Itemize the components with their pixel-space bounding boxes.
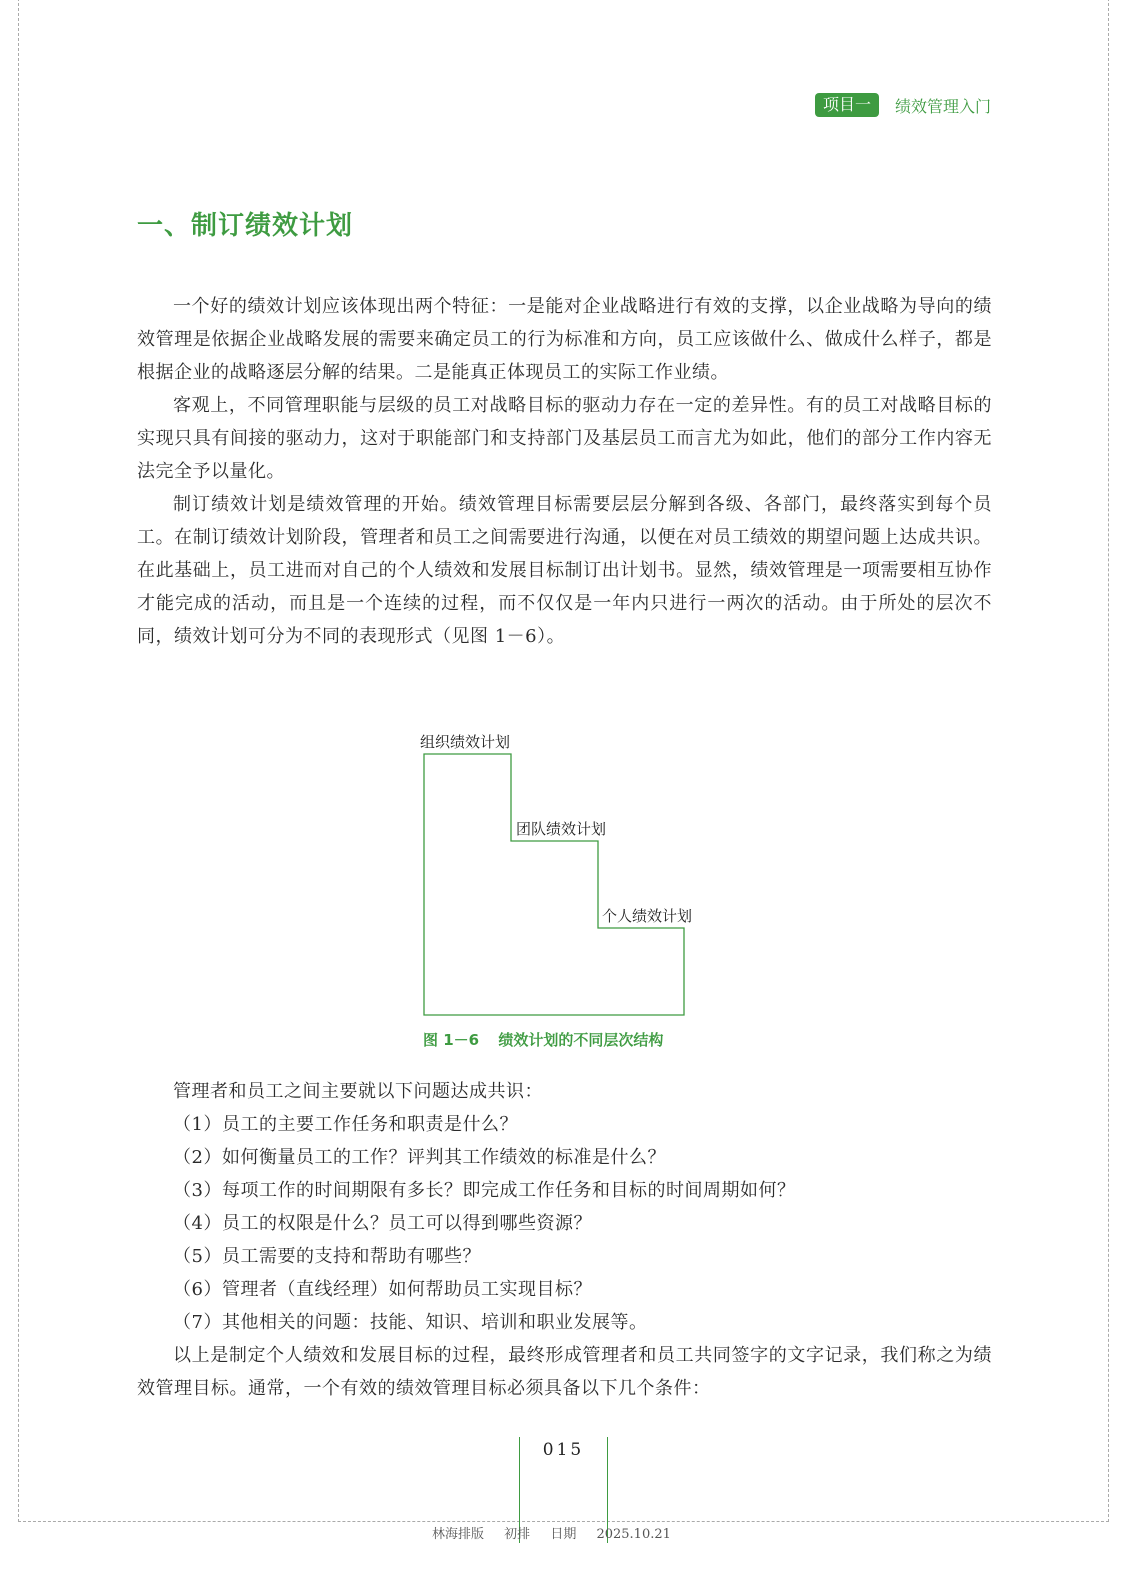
figure-caption-text: 绩效计划的不同层次结构 [498, 1031, 664, 1049]
footer-stage: 初排 [504, 1527, 531, 1542]
paragraph: 客观上，不同管理职能与层级的员工对战略目标的驱动力存在一定的差异性。有的员工对战略目标的实现只具有间接的驱动力，这对于职能部门和支持部门及基层员工而言尤为如此，他们的部分工作内容无法完全予以量化。 [137, 395, 992, 482]
list-item: （1）员工的主要工作任务和职责是什么？ [173, 1114, 518, 1135]
project-badge: 项目一 [815, 93, 879, 117]
stair-outline [405, 725, 745, 1025]
footer-date-label: 日期 [550, 1527, 577, 1542]
list-intro: 管理者和员工之间主要就以下问题达成共识： [173, 1081, 543, 1102]
body-text-bottom [137, 1075, 992, 1405]
page-number: 015 [542, 1440, 585, 1460]
paragraph: 制订绩效计划是绩效管理的开始。绩效管理目标需要层层分解到各级、各部门，最终落实到每个员工。在制订绩效计划阶段，管理者和员工之间需要进行沟通，以便在对员工绩效的期望问题上达成共识。在此基础上，员工进而对自己的个人绩效和发展目标制订出计划书。显然，绩效管理是一项需要相互协作才能完成的活动，而且是一个连续的过程，而不仅仅是一年内只进行一两次的活动。由于所处的层次不同，绩效计划可分为不同的表现形式（见图 1－6）。 [137, 494, 992, 647]
level-label-organization: 组织绩效计划 [420, 733, 511, 751]
level-label-individual: 个人绩效计划 [602, 907, 693, 925]
list-item: （7）其他相关的问题：技能、知识、培训和职业发展等。 [173, 1312, 648, 1333]
body-text-top [137, 290, 992, 653]
list-item: （4）员工的权限是什么？员工可以得到哪些资源？ [173, 1213, 592, 1234]
list-item: （2）如何衡量员工的工作？评判其工作绩效的标准是什么？ [173, 1147, 666, 1168]
hierarchy-diagram [405, 725, 745, 1055]
figure-number: 图 1－6 [423, 1031, 480, 1049]
footer-date: 2025.10.21 [596, 1527, 671, 1542]
list-item: （6）管理者（直线经理）如何帮助员工实现目标？ [173, 1279, 592, 1300]
stair-path [424, 754, 684, 1015]
chapter-title: 绩效管理入门 [894, 96, 991, 116]
footer-typesetter: 林海排版 [432, 1527, 485, 1542]
list-item: （3）每项工作的时间期限有多长？即完成工作任务和目标的时间周期如何？ [173, 1180, 796, 1201]
list-item: （5）员工需要的支持和帮助有哪些？ [173, 1246, 481, 1267]
level-label-team: 团队绩效计划 [516, 820, 607, 838]
closing-paragraph: 以上是制定个人绩效和发展目标的过程，最终形成管理者和员工共同签字的文字记录，我们称之为绩效管理目标。通常，一个有效的绩效管理目标必须具备以下几个条件： [137, 1345, 992, 1399]
paragraph: 一个好的绩效计划应该体现出两个特征：一是能对企业战略进行有效的支撑，以企业战略为导向的绩效管理是依据企业战略发展的需要来确定员工的行为标准和方向，员工应该做什么、做成什么样子，都是根据企业的战略逐层分解的结果。二是能真正体现员工的实际工作业绩。 [137, 296, 992, 383]
section-title: 一、制订绩效计划 [137, 211, 354, 241]
running-header [815, 93, 991, 117]
print-footer [432, 1523, 687, 1542]
figure-caption [423, 1029, 663, 1050]
